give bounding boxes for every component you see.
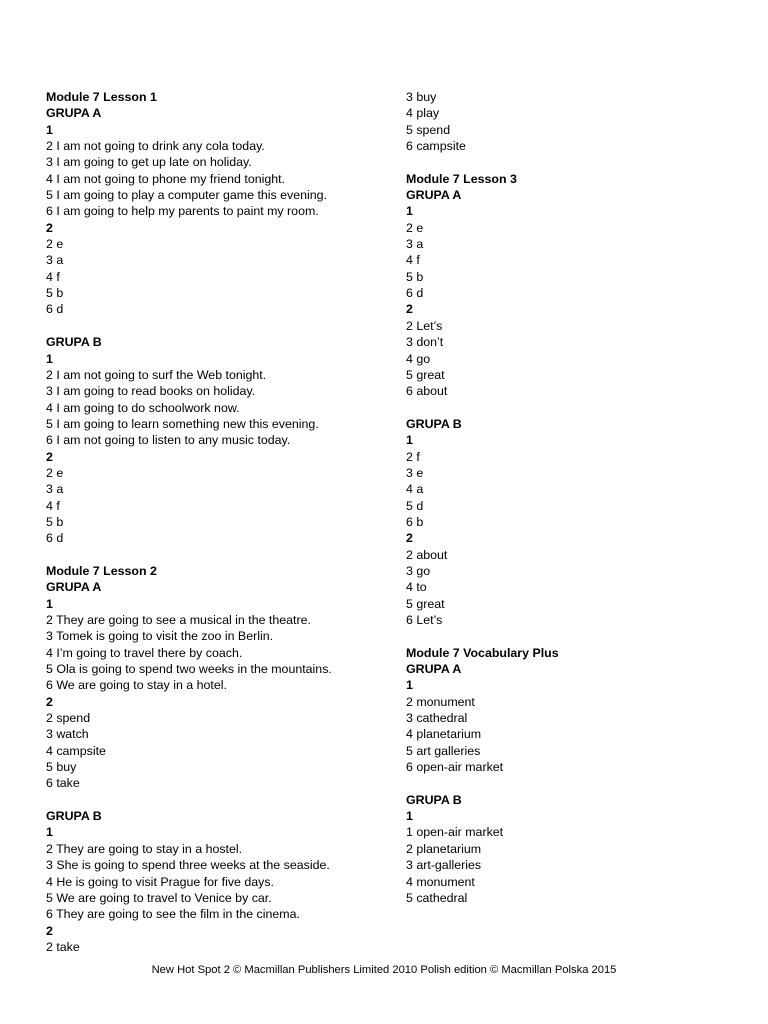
answer-line: 4 f: [46, 269, 60, 284]
answer-line: 3 don’t: [406, 335, 444, 350]
section-heading: Module 7 Vocabulary Plus: [406, 645, 559, 660]
spacer: [46, 318, 396, 334]
answer-line: 5 b: [46, 514, 64, 529]
answer-line: 6 open-air market: [406, 760, 504, 775]
section-heading: 1: [406, 204, 413, 219]
answer-line: 3 I am going to get up late on holiday.: [46, 155, 252, 170]
answer-line: 2 e: [46, 237, 64, 252]
answer-line: 5 We are going to travel to Venice by car.: [46, 890, 272, 905]
answer-line: 5 great: [406, 367, 445, 382]
answer-line: 5 art galleries: [406, 743, 481, 758]
section-heading: Module 7 Lesson 2: [46, 563, 157, 578]
answer-line: 5 buy: [46, 760, 77, 775]
answer-line: 2 I am not going to drink any cola today.: [46, 139, 265, 154]
answer-line: 2 e: [46, 465, 64, 480]
answer-line: 2 monument: [406, 694, 475, 709]
copyright-footer: New Hot Spot 2 © Macmillan Publishers Limited 2010 Polish edition © Macmillan Polska 2015: [151, 964, 617, 976]
answer-line: 3 Tomek is going to visit the zoo in Berlin.: [46, 629, 274, 644]
section-heading: 1: [46, 351, 53, 366]
answer-line: 4 I’m going to travel there by coach.: [46, 645, 243, 660]
answer-line: 4 to: [406, 580, 427, 595]
answer-line: 6 d: [46, 531, 64, 546]
answer-line: 2 Let’s: [406, 318, 443, 333]
answer-line: 5 spend: [406, 122, 451, 137]
section-heading: 1: [46, 122, 53, 137]
answer-line: 2 I am not going to surf the Web tonight.: [46, 367, 267, 382]
answer-line: 6 We are going to stay in a hotel.: [46, 678, 227, 693]
section-heading: GRUPA B: [406, 792, 462, 807]
answer-line: 5 Ola is going to spend two weeks in the mountains.: [46, 662, 332, 677]
answer-line: 5 b: [46, 286, 64, 301]
answer-line: 6 d: [406, 286, 424, 301]
answer-line: 4 campsite: [46, 743, 106, 758]
answer-line: 6 They are going to see the film in the cinema.: [46, 907, 300, 922]
answer-line: 2 planetarium: [406, 841, 482, 856]
answer-line: 6 b: [406, 514, 424, 529]
section-heading: 1: [406, 678, 413, 693]
section-heading: 2: [46, 694, 53, 709]
answer-line: 6 I am going to help my parents to paint my room.: [46, 204, 319, 219]
spacer: [406, 154, 746, 170]
answer-line: 3 go: [406, 563, 431, 578]
answer-line: 2 e: [406, 220, 424, 235]
section-heading: GRUPA A: [46, 106, 102, 121]
answer-line: 5 I am going to learn something new this evening.: [46, 416, 319, 431]
answer-line: 2 about: [406, 547, 448, 562]
answer-line: 6 about: [406, 384, 448, 399]
answer-key-right-column: [406, 89, 746, 906]
section-heading: 2: [406, 302, 413, 317]
spacer: [46, 792, 396, 808]
answer-line: 3 buy: [406, 90, 437, 104]
answer-line: 3 e: [406, 465, 424, 480]
section-heading: GRUPA A: [406, 662, 462, 677]
answer-line: 3 cathedral: [406, 711, 468, 726]
section-heading: GRUPA B: [406, 416, 462, 431]
answer-line: 3 watch: [46, 727, 89, 742]
answer-line: 4 I am not going to phone my friend tonight.: [46, 171, 286, 186]
answer-line: 3 art-galleries: [406, 858, 482, 873]
section-heading: Module 7 Lesson 3: [406, 171, 517, 186]
section-heading: 2: [46, 220, 53, 235]
answer-line: 4 f: [406, 253, 420, 268]
answer-line: 4 monument: [406, 874, 475, 889]
answer-line: 5 cathedral: [406, 890, 468, 905]
section-heading: 2: [406, 531, 413, 546]
section-heading: 2: [46, 923, 53, 938]
answer-line: 4 a: [406, 482, 424, 497]
answer-line: 2 They are going to stay in a hostel.: [46, 841, 243, 856]
answer-line: 3 She is going to spend three weeks at the seaside.: [46, 858, 330, 873]
section-heading: GRUPA B: [46, 335, 102, 350]
answer-line: 3 a: [46, 253, 64, 268]
answer-key-left-column: [46, 89, 396, 955]
answer-line: 1 open-air market: [406, 825, 504, 840]
answer-line: 2 take: [46, 939, 80, 954]
answer-line: 2 f: [406, 449, 420, 464]
answer-line: 6 take: [46, 776, 80, 791]
answer-line: 2 They are going to see a musical in the theatre.: [46, 613, 311, 627]
answer-line: 3 a: [406, 237, 424, 252]
section-heading: 1: [406, 433, 413, 448]
answer-line: 4 He is going to visit Prague for five days.: [46, 874, 274, 889]
answer-line: 3 I am going to read books on holiday.: [46, 384, 256, 399]
answer-line: 6 Let’s: [406, 613, 443, 627]
spacer: [46, 547, 396, 563]
section-heading: 2: [46, 449, 53, 464]
answer-line: 6 d: [46, 302, 64, 317]
answer-line: 4 play: [406, 106, 440, 121]
answer-line: 4 go: [406, 351, 431, 366]
section-heading: GRUPA B: [46, 809, 102, 824]
section-heading: 1: [406, 809, 413, 824]
answer-line: 6 campsite: [406, 139, 466, 154]
spacer: [406, 775, 746, 791]
answer-line: 5 great: [406, 596, 445, 611]
section-heading: GRUPA A: [46, 580, 102, 595]
answer-line: 4 f: [46, 498, 60, 513]
spacer: [406, 628, 746, 644]
section-heading: Module 7 Lesson 1: [46, 90, 157, 104]
answer-line: 5 b: [406, 269, 424, 284]
answer-line: 4 I am going to do schoolwork now.: [46, 400, 240, 415]
spacer: [406, 400, 746, 416]
answer-line: 2 spend: [46, 711, 91, 726]
answer-line: 5 I am going to play a computer game this evening.: [46, 188, 328, 203]
answer-line: 4 planetarium: [406, 727, 482, 742]
answer-line: 5 d: [406, 498, 424, 513]
answer-line: 3 a: [46, 482, 64, 497]
section-heading: GRUPA A: [406, 188, 462, 203]
section-heading: 1: [46, 825, 53, 840]
section-heading: 1: [46, 596, 53, 611]
answer-line: 6 I am not going to listen to any music today.: [46, 433, 291, 448]
